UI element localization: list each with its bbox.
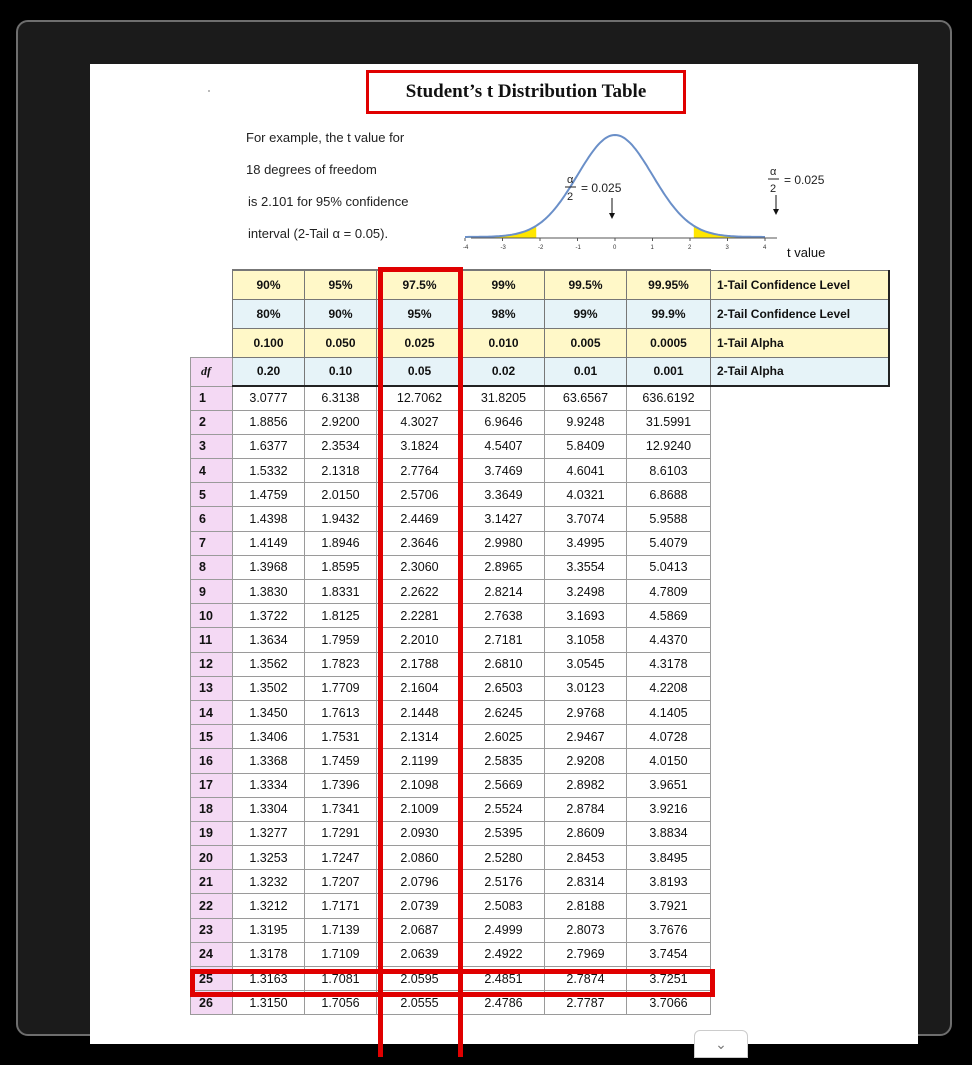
df-cell: 24 bbox=[191, 942, 233, 966]
value-cell: 1.7139 bbox=[305, 918, 377, 942]
value-cell: 1.4759 bbox=[233, 483, 305, 507]
two-tail-alpha-row bbox=[191, 357, 889, 386]
value-cell: 31.5991 bbox=[627, 410, 711, 434]
df-cell: 3 bbox=[191, 434, 233, 458]
value-cell: 1.3178 bbox=[233, 942, 305, 966]
row-label: 2-Tail Confidence Level bbox=[711, 299, 889, 328]
value-cell: 3.3554 bbox=[545, 555, 627, 579]
value-cell: 3.4995 bbox=[545, 531, 627, 555]
value-cell: 2.7764 bbox=[377, 459, 463, 483]
value-cell: 2.5176 bbox=[463, 870, 545, 894]
value-cell: 1.7247 bbox=[305, 846, 377, 870]
value-cell: 1.7109 bbox=[305, 942, 377, 966]
right-arrow-head bbox=[773, 209, 779, 215]
axis-tick-label: 0 bbox=[613, 245, 617, 251]
header-cell: 99% bbox=[463, 270, 545, 299]
value-cell: 4.3027 bbox=[377, 410, 463, 434]
header-cell: 0.050 bbox=[305, 328, 377, 357]
value-cell: 12.7062 bbox=[377, 386, 463, 410]
value-cell: 2.1448 bbox=[377, 700, 463, 724]
value-cell: 2.7638 bbox=[463, 604, 545, 628]
value-cell: 6.9646 bbox=[463, 410, 545, 434]
df-header: df bbox=[191, 357, 233, 386]
value-cell: 1.3562 bbox=[233, 652, 305, 676]
value-cell: 1.3304 bbox=[233, 797, 305, 821]
header-cell: 97.5% bbox=[377, 270, 463, 299]
value-cell: 8.6103 bbox=[627, 459, 711, 483]
df-cell: 20 bbox=[191, 846, 233, 870]
value-cell: 2.7787 bbox=[545, 991, 627, 1015]
value-cell: 3.2498 bbox=[545, 580, 627, 604]
header-cell: 0.10 bbox=[305, 357, 377, 386]
df-cell: 19 bbox=[191, 821, 233, 845]
document-page bbox=[90, 64, 918, 1044]
right-tail-label: = 0.025 bbox=[784, 173, 825, 187]
left-two: 2 bbox=[567, 191, 574, 203]
value-cell: 1.7207 bbox=[305, 870, 377, 894]
value-cell: 63.6567 bbox=[545, 386, 627, 410]
header-cell: 0.05 bbox=[377, 357, 463, 386]
value-cell: 2.8188 bbox=[545, 894, 627, 918]
value-cell: 31.8205 bbox=[463, 386, 545, 410]
value-cell: 2.5669 bbox=[463, 773, 545, 797]
value-cell: 4.7809 bbox=[627, 580, 711, 604]
t-distribution-table bbox=[190, 269, 890, 1015]
left-alpha-symbol: α bbox=[567, 174, 574, 186]
value-cell: 2.0150 bbox=[305, 483, 377, 507]
value-cell: 2.3646 bbox=[377, 531, 463, 555]
value-cell: 2.6245 bbox=[463, 700, 545, 724]
left-tail-label: = 0.025 bbox=[581, 181, 622, 195]
value-cell: 3.7921 bbox=[627, 894, 711, 918]
value-cell: 1.9432 bbox=[305, 507, 377, 531]
right-alpha-symbol: α bbox=[770, 166, 777, 178]
header-cell: 99% bbox=[545, 299, 627, 328]
value-cell: 1.7613 bbox=[305, 700, 377, 724]
one-tail-alpha-row bbox=[191, 328, 889, 357]
df-cell: 2 bbox=[191, 410, 233, 434]
axis-tick-label: -2 bbox=[538, 245, 544, 251]
value-cell: 2.3534 bbox=[305, 434, 377, 458]
value-cell: 1.7341 bbox=[305, 797, 377, 821]
value-cell: 1.7823 bbox=[305, 652, 377, 676]
table-row bbox=[191, 386, 889, 410]
value-cell: 2.1098 bbox=[377, 773, 463, 797]
value-cell: 2.8982 bbox=[545, 773, 627, 797]
table-row bbox=[191, 507, 889, 531]
example-line-3: is 2.101 for 95% confidence bbox=[248, 194, 409, 209]
table-row bbox=[191, 459, 889, 483]
value-cell: 1.3253 bbox=[233, 846, 305, 870]
value-cell: 1.3232 bbox=[233, 870, 305, 894]
value-cell: 2.8784 bbox=[545, 797, 627, 821]
value-cell: 2.1318 bbox=[305, 459, 377, 483]
value-cell: 2.6025 bbox=[463, 725, 545, 749]
axis-label: t value bbox=[787, 245, 826, 260]
value-cell: 3.7066 bbox=[627, 991, 711, 1015]
value-cell: 1.3212 bbox=[233, 894, 305, 918]
value-cell: 3.7454 bbox=[627, 942, 711, 966]
value-cell: 2.0860 bbox=[377, 846, 463, 870]
value-cell: 2.5083 bbox=[463, 894, 545, 918]
value-cell: 1.7396 bbox=[305, 773, 377, 797]
table-row bbox=[191, 434, 889, 458]
axis-tick-label: -3 bbox=[500, 245, 506, 251]
table-row bbox=[191, 580, 889, 604]
value-cell: 2.0555 bbox=[377, 991, 463, 1015]
value-cell: 1.6377 bbox=[233, 434, 305, 458]
df-cell: 14 bbox=[191, 700, 233, 724]
header-cell: 0.010 bbox=[463, 328, 545, 357]
df-cell: 15 bbox=[191, 725, 233, 749]
header-cell: 80% bbox=[233, 299, 305, 328]
axis-tick-label: -4 bbox=[463, 245, 469, 251]
value-cell: 2.3060 bbox=[377, 555, 463, 579]
df-cell: 7 bbox=[191, 531, 233, 555]
value-cell: 1.8331 bbox=[305, 580, 377, 604]
value-cell: 2.0796 bbox=[377, 870, 463, 894]
value-cell: 2.0930 bbox=[377, 821, 463, 845]
value-cell: 1.7056 bbox=[305, 991, 377, 1015]
value-cell: 2.1788 bbox=[377, 652, 463, 676]
df-cell: 12 bbox=[191, 652, 233, 676]
value-cell: 2.5706 bbox=[377, 483, 463, 507]
t-distribution-curve bbox=[465, 112, 845, 264]
df-cell: 1 bbox=[191, 386, 233, 410]
axis-tick-label: -1 bbox=[575, 245, 581, 251]
value-cell: 2.8453 bbox=[545, 846, 627, 870]
value-cell: 1.8125 bbox=[305, 604, 377, 628]
value-cell: 2.5280 bbox=[463, 846, 545, 870]
header-cell: 99.9% bbox=[627, 299, 711, 328]
value-cell: 4.0321 bbox=[545, 483, 627, 507]
header-cell: 0.025 bbox=[377, 328, 463, 357]
value-cell: 1.4398 bbox=[233, 507, 305, 531]
value-cell: 3.0123 bbox=[545, 676, 627, 700]
value-cell: 2.8609 bbox=[545, 821, 627, 845]
table-row bbox=[191, 942, 889, 966]
header-cell: 99.5% bbox=[545, 270, 627, 299]
header-cell: 90% bbox=[233, 270, 305, 299]
value-cell: 4.6041 bbox=[545, 459, 627, 483]
table-row bbox=[191, 700, 889, 724]
header-cell: 0.0005 bbox=[627, 328, 711, 357]
header-cell: 0.005 bbox=[545, 328, 627, 357]
value-cell: 1.3968 bbox=[233, 555, 305, 579]
value-cell: 1.3502 bbox=[233, 676, 305, 700]
value-cell: 2.6503 bbox=[463, 676, 545, 700]
value-cell: 5.8409 bbox=[545, 434, 627, 458]
value-cell: 1.3334 bbox=[233, 773, 305, 797]
table-row bbox=[191, 773, 889, 797]
table-row bbox=[191, 991, 889, 1015]
df-cell: 10 bbox=[191, 604, 233, 628]
value-cell: 3.7676 bbox=[627, 918, 711, 942]
value-cell: 4.5407 bbox=[463, 434, 545, 458]
value-cell: 1.3163 bbox=[233, 967, 305, 991]
value-cell: 2.9200 bbox=[305, 410, 377, 434]
header-cell: 0.100 bbox=[233, 328, 305, 357]
value-cell: 9.9248 bbox=[545, 410, 627, 434]
value-cell: 4.5869 bbox=[627, 604, 711, 628]
df-cell: 9 bbox=[191, 580, 233, 604]
axis-tick-label: 3 bbox=[725, 245, 729, 251]
table-row bbox=[191, 870, 889, 894]
df-cell: 6 bbox=[191, 507, 233, 531]
value-cell: 1.5332 bbox=[233, 459, 305, 483]
value-cell: 3.1824 bbox=[377, 434, 463, 458]
table-row bbox=[191, 967, 889, 991]
value-cell: 3.8193 bbox=[627, 870, 711, 894]
value-cell: 3.7074 bbox=[545, 507, 627, 531]
example-text bbox=[246, 122, 408, 250]
value-cell: 5.0413 bbox=[627, 555, 711, 579]
example-line-1: For example, the t value for bbox=[246, 130, 405, 145]
value-cell: 2.0739 bbox=[377, 894, 463, 918]
value-cell: 2.1604 bbox=[377, 676, 463, 700]
table-row bbox=[191, 676, 889, 700]
df-cell: 11 bbox=[191, 628, 233, 652]
table-row bbox=[191, 604, 889, 628]
chevron-down-icon: ⌄ bbox=[715, 1035, 727, 1052]
value-cell: 2.4469 bbox=[377, 507, 463, 531]
value-cell: 3.1058 bbox=[545, 628, 627, 652]
axis-ticks bbox=[463, 238, 767, 251]
table-row bbox=[191, 628, 889, 652]
row-label: 1-Tail Confidence Level bbox=[711, 270, 889, 299]
df-cell: 4 bbox=[191, 459, 233, 483]
value-cell: 2.8073 bbox=[545, 918, 627, 942]
value-cell: 1.8595 bbox=[305, 555, 377, 579]
value-cell: 12.9240 bbox=[627, 434, 711, 458]
value-cell: 2.7874 bbox=[545, 967, 627, 991]
header-cell: 0.02 bbox=[463, 357, 545, 386]
value-cell: 1.7709 bbox=[305, 676, 377, 700]
df-cell: 5 bbox=[191, 483, 233, 507]
row-label: 1-Tail Alpha bbox=[711, 328, 889, 357]
value-cell: 3.9651 bbox=[627, 773, 711, 797]
value-cell: 2.0595 bbox=[377, 967, 463, 991]
value-cell: 2.5395 bbox=[463, 821, 545, 845]
value-cell: 4.0728 bbox=[627, 725, 711, 749]
table-row bbox=[191, 652, 889, 676]
header-cell: 95% bbox=[305, 270, 377, 299]
df-cell: 8 bbox=[191, 555, 233, 579]
header-cell: 0.01 bbox=[545, 357, 627, 386]
df-cell: 25 bbox=[191, 967, 233, 991]
value-cell: 3.3649 bbox=[463, 483, 545, 507]
value-cell: 2.9768 bbox=[545, 700, 627, 724]
value-cell: 1.7459 bbox=[305, 749, 377, 773]
value-cell: 1.7081 bbox=[305, 967, 377, 991]
value-cell: 2.7181 bbox=[463, 628, 545, 652]
value-cell: 1.3634 bbox=[233, 628, 305, 652]
df-cell: 21 bbox=[191, 870, 233, 894]
page-speck bbox=[208, 90, 210, 92]
value-cell: 2.4786 bbox=[463, 991, 545, 1015]
value-cell: 1.7291 bbox=[305, 821, 377, 845]
header-cell: 0.001 bbox=[627, 357, 711, 386]
value-cell: 2.0687 bbox=[377, 918, 463, 942]
header-cell: 0.20 bbox=[233, 357, 305, 386]
value-cell: 3.1427 bbox=[463, 507, 545, 531]
value-cell: 2.5524 bbox=[463, 797, 545, 821]
table-row bbox=[191, 483, 889, 507]
table-row bbox=[191, 725, 889, 749]
value-cell: 3.1693 bbox=[545, 604, 627, 628]
table-row bbox=[191, 555, 889, 579]
value-cell: 1.3150 bbox=[233, 991, 305, 1015]
value-cell: 3.0777 bbox=[233, 386, 305, 410]
value-cell: 2.1314 bbox=[377, 725, 463, 749]
left-arrow-head bbox=[609, 213, 615, 219]
value-cell: 4.0150 bbox=[627, 749, 711, 773]
value-cell: 1.3450 bbox=[233, 700, 305, 724]
df-cell: 26 bbox=[191, 991, 233, 1015]
value-cell: 2.4922 bbox=[463, 942, 545, 966]
scroll-down-button[interactable] bbox=[694, 1030, 748, 1058]
value-cell: 5.4079 bbox=[627, 531, 711, 555]
value-cell: 2.1199 bbox=[377, 749, 463, 773]
table-row bbox=[191, 894, 889, 918]
value-cell: 4.4370 bbox=[627, 628, 711, 652]
value-cell: 2.8965 bbox=[463, 555, 545, 579]
value-cell: 3.8834 bbox=[627, 821, 711, 845]
value-cell: 1.3368 bbox=[233, 749, 305, 773]
right-two: 2 bbox=[770, 183, 777, 195]
table-row bbox=[191, 749, 889, 773]
example-line-4: interval (2-Tail α = 0.05). bbox=[248, 226, 389, 241]
value-cell: 1.4149 bbox=[233, 531, 305, 555]
value-cell: 1.8856 bbox=[233, 410, 305, 434]
df-cell: 16 bbox=[191, 749, 233, 773]
value-cell: 2.4851 bbox=[463, 967, 545, 991]
value-cell: 6.8688 bbox=[627, 483, 711, 507]
value-cell: 2.2010 bbox=[377, 628, 463, 652]
table-row bbox=[191, 410, 889, 434]
value-cell: 5.9588 bbox=[627, 507, 711, 531]
header-cell: 99.95% bbox=[627, 270, 711, 299]
value-cell: 2.8214 bbox=[463, 580, 545, 604]
table-row bbox=[191, 821, 889, 845]
value-cell: 3.8495 bbox=[627, 846, 711, 870]
value-cell: 2.5835 bbox=[463, 749, 545, 773]
axis-tick-label: 4 bbox=[763, 245, 767, 251]
value-cell: 1.7171 bbox=[305, 894, 377, 918]
two-tail-confidence-row bbox=[191, 299, 889, 328]
value-cell: 1.3277 bbox=[233, 821, 305, 845]
axis-tick-label: 2 bbox=[688, 245, 692, 251]
viewer-frame bbox=[16, 20, 952, 1052]
value-cell: 2.2622 bbox=[377, 580, 463, 604]
value-cell: 1.3830 bbox=[233, 580, 305, 604]
value-cell: 1.3406 bbox=[233, 725, 305, 749]
df-cell: 17 bbox=[191, 773, 233, 797]
value-cell: 2.4999 bbox=[463, 918, 545, 942]
page-title: Student’s t Distribution Table bbox=[366, 70, 686, 114]
df-cell: 13 bbox=[191, 676, 233, 700]
df-cell: 23 bbox=[191, 918, 233, 942]
value-cell: 1.3722 bbox=[233, 604, 305, 628]
value-cell: 2.9467 bbox=[545, 725, 627, 749]
value-cell: 2.0639 bbox=[377, 942, 463, 966]
value-cell: 636.6192 bbox=[627, 386, 711, 410]
one-tail-confidence-row bbox=[191, 270, 889, 299]
header-cell: 98% bbox=[463, 299, 545, 328]
header-cell: 90% bbox=[305, 299, 377, 328]
value-cell: 2.1009 bbox=[377, 797, 463, 821]
df-cell: 22 bbox=[191, 894, 233, 918]
value-cell: 2.7969 bbox=[545, 942, 627, 966]
axis-tick-label: 1 bbox=[650, 245, 654, 251]
value-cell: 1.8946 bbox=[305, 531, 377, 555]
value-cell: 4.1405 bbox=[627, 700, 711, 724]
value-cell: 6.3138 bbox=[305, 386, 377, 410]
value-cell: 2.9208 bbox=[545, 749, 627, 773]
table-row bbox=[191, 797, 889, 821]
header-cell: 95% bbox=[377, 299, 463, 328]
value-cell: 4.2208 bbox=[627, 676, 711, 700]
value-cell: 3.7469 bbox=[463, 459, 545, 483]
value-cell: 3.0545 bbox=[545, 652, 627, 676]
table-row bbox=[191, 846, 889, 870]
value-cell: 2.9980 bbox=[463, 531, 545, 555]
value-cell: 1.3195 bbox=[233, 918, 305, 942]
value-cell: 3.9216 bbox=[627, 797, 711, 821]
table-row bbox=[191, 531, 889, 555]
value-cell: 4.3178 bbox=[627, 652, 711, 676]
table-row bbox=[191, 918, 889, 942]
value-cell: 1.7959 bbox=[305, 628, 377, 652]
value-cell: 2.8314 bbox=[545, 870, 627, 894]
value-cell: 2.2281 bbox=[377, 604, 463, 628]
df-cell: 18 bbox=[191, 797, 233, 821]
value-cell: 2.6810 bbox=[463, 652, 545, 676]
row-label: 2-Tail Alpha bbox=[711, 357, 889, 386]
value-cell: 3.7251 bbox=[627, 967, 711, 991]
example-line-2: 18 degrees of freedom bbox=[246, 162, 377, 177]
value-cell: 1.7531 bbox=[305, 725, 377, 749]
